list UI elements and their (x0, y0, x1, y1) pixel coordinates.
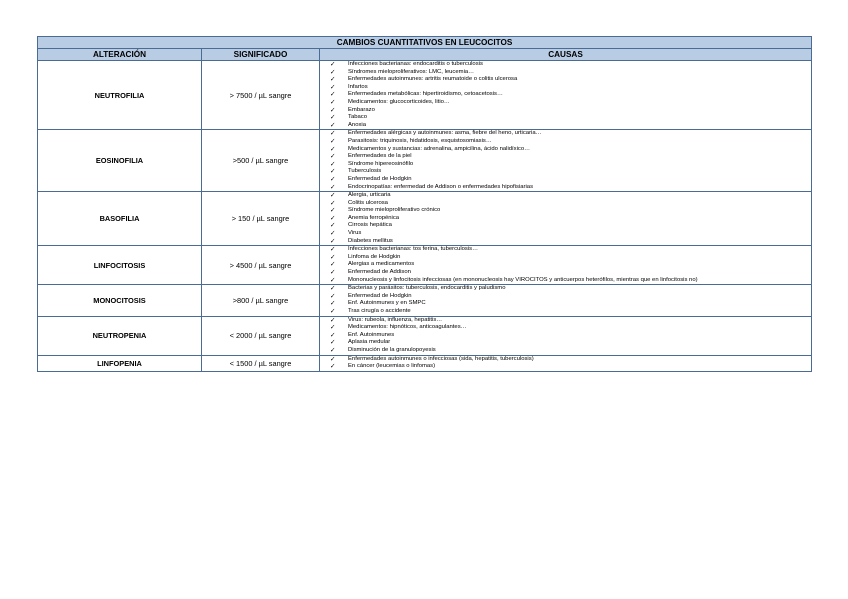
list-item (320, 308, 811, 316)
table-body (38, 61, 812, 372)
causes-cell (320, 285, 812, 316)
list-item (320, 238, 811, 246)
list-item (320, 339, 811, 347)
list-item (320, 269, 811, 277)
cause-text: Mononucleosis y linfocitosis infecciosas (en mononucleosis hay VIROCITOS y anticuerpos heterófilos, mientras que en linfocitosis no) (348, 276, 698, 283)
cause-text: Tuberculosis (348, 168, 382, 175)
checkmark-icon: ✓ (330, 137, 336, 145)
meaning-cell: < 1500 / µL sangre (202, 355, 320, 371)
alteration-cell: MONOCITOSIS (38, 285, 202, 316)
table-title: CAMBIOS CUANTITATIVOS EN LEUCOCITOS (38, 37, 812, 49)
list-item (320, 332, 811, 340)
alteration-cell: NEUTROPENIA (38, 316, 202, 355)
checkmark-icon: ✓ (330, 230, 336, 238)
cause-text: Medicamentos y sustancias: adrenalina, ampicilina, ácido nalidíxico… (348, 145, 531, 152)
list-item (320, 293, 811, 301)
list-item (320, 215, 811, 223)
list-item (320, 200, 811, 208)
header-causes: CAUSAS (320, 49, 812, 61)
checkmark-icon: ✓ (330, 237, 336, 245)
table-row (38, 316, 812, 355)
cause-text: Tras cirugía o accidente (348, 308, 411, 314)
cause-text: Medicamentos: glucocorticoides, litio… (348, 98, 450, 105)
list-item (320, 130, 811, 138)
checkmark-icon: ✓ (330, 153, 336, 161)
cause-text: Alergias a medicamentos (348, 261, 415, 268)
checkmark-icon: ✓ (330, 339, 336, 347)
checkmark-icon: ✓ (330, 246, 336, 254)
list-item (320, 317, 811, 325)
list-item (320, 285, 811, 293)
checkmark-icon: ✓ (330, 261, 336, 269)
cause-text: Síndromes mieloproliferativos: LMC, leucemia… (348, 68, 475, 75)
list-item (320, 277, 811, 285)
causes-list (320, 285, 811, 315)
cause-text: Enfermedad de Hodgkin (348, 292, 412, 299)
list-item (320, 363, 811, 371)
cause-text: Virus (348, 230, 362, 237)
causes-list (320, 356, 811, 371)
table-row (38, 355, 812, 371)
list-item (320, 146, 811, 154)
header-alteration: ALTERACIÓN (38, 49, 202, 61)
checkmark-icon: ✓ (330, 83, 336, 91)
list-item (320, 207, 811, 215)
causes-list (320, 246, 811, 284)
checkmark-icon: ✓ (330, 61, 336, 68)
list-item (320, 347, 811, 355)
checkmark-icon: ✓ (330, 214, 336, 222)
checkmark-icon: ✓ (330, 160, 336, 168)
list-item (320, 114, 811, 122)
checkmark-icon: ✓ (330, 346, 336, 354)
checkmark-icon: ✓ (330, 363, 336, 371)
meaning-cell: > 4500 / µL sangre (202, 246, 320, 285)
cause-text: Enfermedad de Addison (348, 269, 411, 276)
causes-cell (320, 246, 812, 285)
list-item (320, 138, 811, 146)
checkmark-icon: ✓ (330, 316, 336, 324)
checkmark-icon: ✓ (330, 324, 336, 332)
table-row (38, 130, 812, 192)
cause-text: Infecciones bacterianas: tos ferina, tuberculosis… (348, 246, 478, 253)
list-item (320, 76, 811, 84)
cause-text: Síndrome hipereosinófilo (348, 160, 414, 167)
causes-cell (320, 130, 812, 192)
meaning-cell: > 7500 / µL sangre (202, 61, 320, 130)
list-item (320, 261, 811, 269)
cause-text: Aplasia medular (348, 339, 391, 346)
checkmark-icon: ✓ (330, 207, 336, 215)
list-item (320, 61, 811, 69)
list-item (320, 192, 811, 200)
list-item (320, 254, 811, 262)
table-row (38, 61, 812, 130)
checkmark-icon: ✓ (330, 168, 336, 176)
checkmark-icon: ✓ (330, 175, 336, 183)
checkmark-icon: ✓ (330, 269, 336, 277)
checkmark-icon: ✓ (330, 331, 336, 339)
checkmark-icon: ✓ (330, 130, 336, 138)
checkmark-icon: ✓ (330, 114, 336, 122)
checkmark-icon: ✓ (330, 355, 336, 363)
table-row (38, 285, 812, 316)
table-row (38, 192, 812, 246)
list-item (320, 168, 811, 176)
cause-text: Diabetes mellitus (348, 237, 393, 244)
cause-text: Enf. Autoinmunes y en SMPC (348, 300, 426, 307)
list-item (320, 153, 811, 161)
table-header-row (38, 49, 812, 61)
cause-text: Enfermedades autoinmunes o infecciosas (sida, hepatitis, tuberculosis) (348, 355, 534, 362)
meaning-cell: >500 / µL sangre (202, 130, 320, 192)
list-item (320, 356, 811, 364)
cause-text: Infartos (348, 83, 368, 90)
alteration-cell: BASOFILIA (38, 192, 202, 246)
cause-text: Enfermedad de Hodgkin (348, 175, 412, 182)
leucocyte-changes-table (37, 36, 812, 372)
checkmark-icon: ✓ (330, 276, 336, 284)
list-item (320, 84, 811, 92)
checkmark-icon: ✓ (330, 253, 336, 261)
causes-cell (320, 192, 812, 246)
cause-text: Colitis ulcerosa (348, 199, 388, 206)
checkmark-icon: ✓ (330, 68, 336, 76)
cause-text: Cirrosis hepática (348, 222, 392, 229)
list-item (320, 91, 811, 99)
list-item (320, 222, 811, 230)
cause-text: Endocrinopatías: enfermedad de Addison o enfermedades hipofisiarias (348, 183, 534, 190)
alteration-cell: LINFOPENIA (38, 355, 202, 371)
cause-text: Anoxia (348, 121, 367, 128)
checkmark-icon: ✓ (330, 192, 336, 200)
table-row (38, 246, 812, 285)
list-item (320, 184, 811, 192)
causes-cell (320, 355, 812, 371)
cause-text: Enfermedades alérgicas y autoinmunes: asma, fiebre del heno, urticaria… (348, 130, 542, 137)
cause-text: Embarazo (348, 106, 375, 113)
cause-text: Enfermedades metabólicas: hipertiroidismo, cetoacetosis… (348, 91, 503, 98)
cause-text: Parasitosis: triquinosis, hidatidosis, esquistosomiasis… (348, 137, 492, 144)
list-item (320, 324, 811, 332)
list-item (320, 99, 811, 107)
header-meaning: SIGNIFICADO (202, 49, 320, 61)
cause-text: Síndrome mieloproliferativo crónico (348, 207, 441, 214)
cause-text: Enf. Autoinmunes (348, 331, 395, 338)
checkmark-icon: ✓ (330, 76, 336, 84)
cause-text: Linfoma de Hodgkin (348, 253, 401, 260)
meaning-cell: < 2000 / µL sangre (202, 316, 320, 355)
causes-cell (320, 61, 812, 130)
list-item (320, 107, 811, 115)
checkmark-icon: ✓ (330, 300, 336, 308)
checkmark-icon: ✓ (330, 98, 336, 106)
meaning-cell: > 150 / µL sangre (202, 192, 320, 246)
checkmark-icon: ✓ (330, 285, 336, 293)
checkmark-icon: ✓ (330, 292, 336, 300)
cause-text: Infecciones bacterianas: endocarditis o tuberculosis (348, 61, 483, 67)
alteration-cell: EOSINOFILIA (38, 130, 202, 192)
list-item (320, 300, 811, 308)
causes-list (320, 130, 811, 191)
alteration-cell: NEUTROFILIA (38, 61, 202, 130)
list-item (320, 69, 811, 77)
cause-text: Bacterias y parásitos: tuberculosis, endocarditis y paludismo (348, 285, 506, 292)
meaning-cell: >800 / µL sangre (202, 285, 320, 316)
alteration-cell: LINFOCITOSIS (38, 246, 202, 285)
causes-list (320, 192, 811, 245)
list-item (320, 246, 811, 254)
cause-text: Enfermedades de la piel (348, 153, 412, 160)
checkmark-icon: ✓ (330, 308, 336, 315)
checkmark-icon: ✓ (330, 121, 336, 129)
cause-text: Tabaco (348, 114, 367, 121)
table-title-row (38, 37, 812, 49)
list-item (320, 230, 811, 238)
cause-text: Virus: rubeola, influenza, hepatitis… (348, 316, 443, 323)
checkmark-icon: ✓ (330, 183, 336, 191)
checkmark-icon: ✓ (330, 91, 336, 99)
cause-text: Disminución de la granulopoyesis (348, 346, 436, 353)
cause-text: Anemia ferropénica (348, 214, 400, 221)
checkmark-icon: ✓ (330, 106, 336, 114)
list-item (320, 161, 811, 169)
cause-text: Alergia, urticaria (348, 192, 391, 199)
checkmark-icon: ✓ (330, 145, 336, 153)
cause-text: Medicamentos: hipnóticos, anticoagulantes… (348, 324, 467, 331)
causes-cell (320, 316, 812, 355)
cause-text: En cáncer (leucemias o linfomas) (348, 363, 436, 370)
checkmark-icon: ✓ (330, 199, 336, 207)
checkmark-icon: ✓ (330, 222, 336, 230)
cause-text: Enfermedades autoinmunes: artritis reumatoide o colitis ulcerosa (348, 76, 518, 83)
list-item (320, 122, 811, 130)
causes-list (320, 61, 811, 129)
causes-list (320, 317, 811, 355)
list-item (320, 176, 811, 184)
